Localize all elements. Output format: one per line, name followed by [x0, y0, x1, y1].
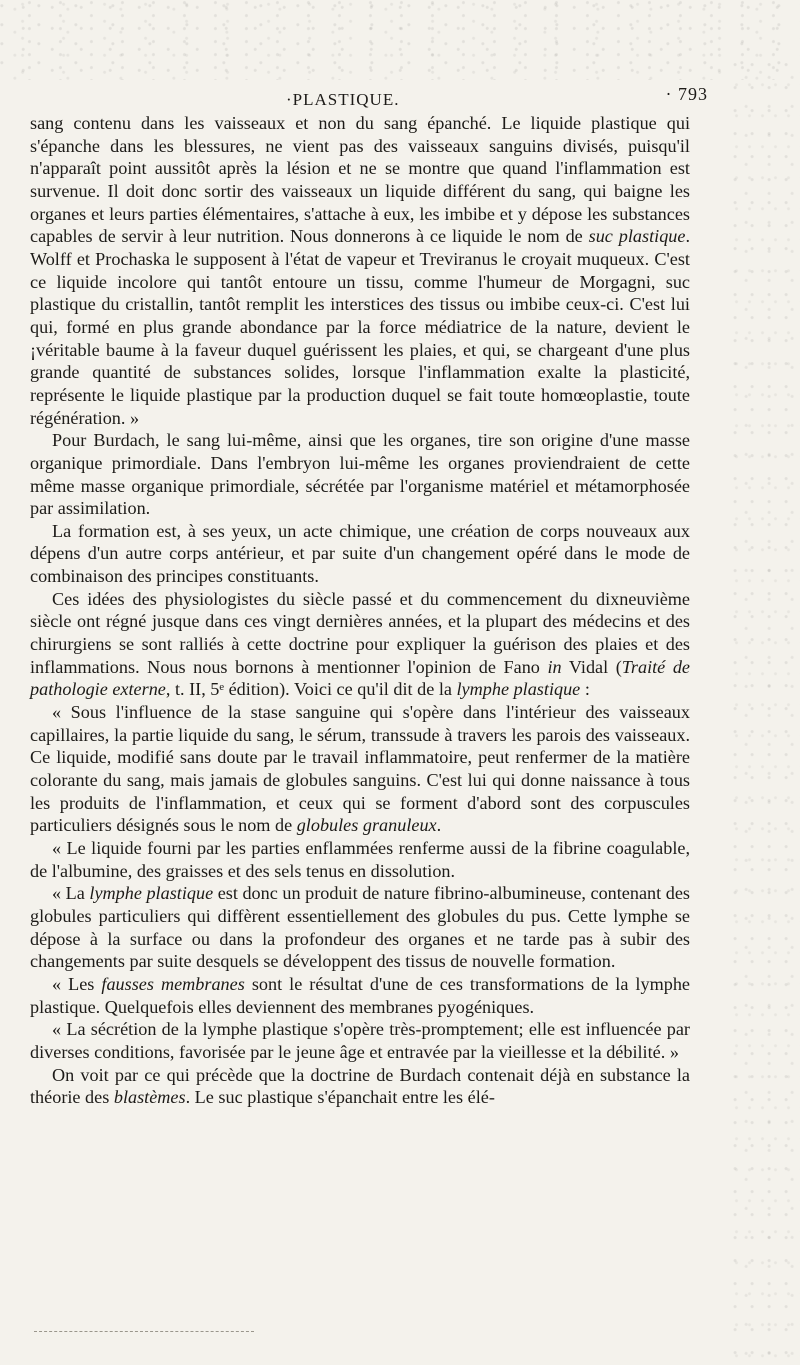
text-run: . Le suc plastique s'épanchait entre les élé- — [185, 1087, 495, 1108]
text-run: sang contenu dans les vaisseaux et non du sang épanché. Le liquide plastique qui s'épanche dans les blessures, ne vient pas des vaisseaux sanguins divisés, puisqu'il n'apparaît point aussitôt après la lésion et ne se montre que quand l'inflammation est survenue. Il doit donc sortir des vaisseaux un liquide différent du sang, qui baigne les organes et leurs parties élémentaires, s'attache à eux, les imbibe et y dépose les substances capables de servir à leur nutrition. Nous donnerons à ce liquide le nom de — [30, 113, 690, 247]
text-run: . Wolff et Prochaska le supposent à l'état de vapeur et Treviranus le croyait muqueux. C'est ce liquide incolore qui tantôt entoure un tissu, comme l'humeur de Morgagni, suc plastique du cristallin, tantôt remplit les interstices des tissus ou imbibe ceux-ci. C'est lui qui, formé en plus grande abondance par la force médiatrice de la nature, devient le ¡véritable baume à la faveur duquel guérissent les plaies, et qui, se chargeant d'une plus grande quantité de substances solides, lorsque l'inflammation exalte la plasticité, représente le liquide plastique par la production duquel se fait toute homœoplastie, toute régénération. » — [30, 226, 691, 428]
paragraph — [30, 882, 690, 973]
text-run: . — [436, 815, 442, 836]
text-run: Pour Burdach, le sang lui-même, ainsi que les organes, tire son origine d'une masse organique primordiale. Dans l'embryon lui-même les organes proviendraient de cette même masse organique primordiale, sécrétée par l'organisme matériel et métamorphosée par assimilation. — [30, 430, 690, 519]
paragraph — [30, 588, 690, 701]
body-text — [30, 112, 690, 1109]
text-run: « La — [52, 883, 90, 904]
text-run: On voit par ce qui précède que la doctrine de Burdach contenait déjà en substance la théorie des — [30, 1064, 690, 1108]
footer-rule — [34, 1331, 254, 1332]
text-run: La formation est, à ses yeux, un acte chimique, une création de corps nouveaux aux dépens d'un autre corps antérieur, et par suite d'un changement opéré dans le mode de combinaison des principes constituants. — [30, 520, 690, 587]
paper-speckle-top — [0, 0, 800, 80]
page-number: · 793 — [665, 84, 708, 104]
italic-text: suc plastique — [588, 226, 686, 247]
text-run: : — [580, 679, 590, 700]
text-run: « Le liquide fourni par les parties enflammées renferme aussi de la fibrine coagulable, de l'albumine, des graisses et des sels tenus en dissolution. — [30, 838, 690, 881]
italic-text: blastèmes — [113, 1087, 186, 1108]
italic-text: lymphe plastique — [89, 883, 214, 904]
paragraph — [30, 112, 690, 429]
italic-text: globules granuleux — [296, 815, 437, 836]
text-run: « Sous l'influence de la stase sanguine qui s'opère dans l'intérieur des vaisseaux capillaires, la partie liquide du sang, le sérum, transsude à travers les parois des vaisseaux. Ce liquide, modifié sans doute par le travail inflammatoire, peut renfermer de la matière colorante du sang, mais jamais de globules sanguins. C'est lui qui donne naissance à tous les produits de l'inflammation, et ceux qui se forment d'abord sont des corpuscules particuliers désignés sous le nom de — [30, 702, 690, 836]
italic-text: lymphe plastique — [456, 679, 581, 700]
text-run: , t. II, 5ᵉ édition). Voici ce qu'il dit de la — [165, 679, 457, 700]
paragraph — [30, 520, 690, 588]
italic-text: in — [547, 656, 562, 677]
paragraph — [30, 1018, 690, 1063]
paragraph — [30, 701, 690, 837]
italic-text: fausses membranes — [101, 973, 245, 994]
italic-text: Traité de pathologie externe — [30, 656, 690, 700]
paragraph — [30, 973, 690, 1018]
text-run: sont le résultat d'une de ces transformations de la lymphe plastique. Quelquefois elles deviennent des membranes pyogéniques. — [30, 973, 690, 1017]
paragraph — [30, 1064, 690, 1109]
text-run: Ces idées des physiologistes du siècle passé et du commencement du dixneuvième siècle ont régné jusque dans ces vingt dernières années, et la plupart des médecins et des chirurgiens se sont ralliés à cette doctrine pour expliquer la guérison des plaies et des inflammations. Nous nous bornons à mentionner l'opinion de Fano — [30, 588, 690, 677]
text-run: Vidal ( — [561, 656, 622, 677]
paper-speckle-right — [730, 60, 800, 1365]
paragraph — [30, 837, 690, 882]
paragraph — [30, 429, 690, 520]
text-run: est donc un produit de nature fibrino-albumineuse, contenant des globules particuliers qui diffèrent essentiellement des globules du pus. Cette lymphe se dépose à la surface ou dans la profondeur des organes et ne tarde pas à subir des changements par suite desquels se développent des tissus de nouvelle formation. — [30, 883, 690, 972]
running-title: ·PLASTIQUE. — [286, 90, 400, 109]
page-header — [30, 84, 708, 110]
text-run: « Les — [52, 973, 102, 994]
text-run: « La sécrétion de la lymphe plastique s'opère très-promptement; elle est influencée par diverses conditions, favorisée par le jeune âge et entravée par la vieillesse et la débilité. » — [30, 1019, 690, 1062]
